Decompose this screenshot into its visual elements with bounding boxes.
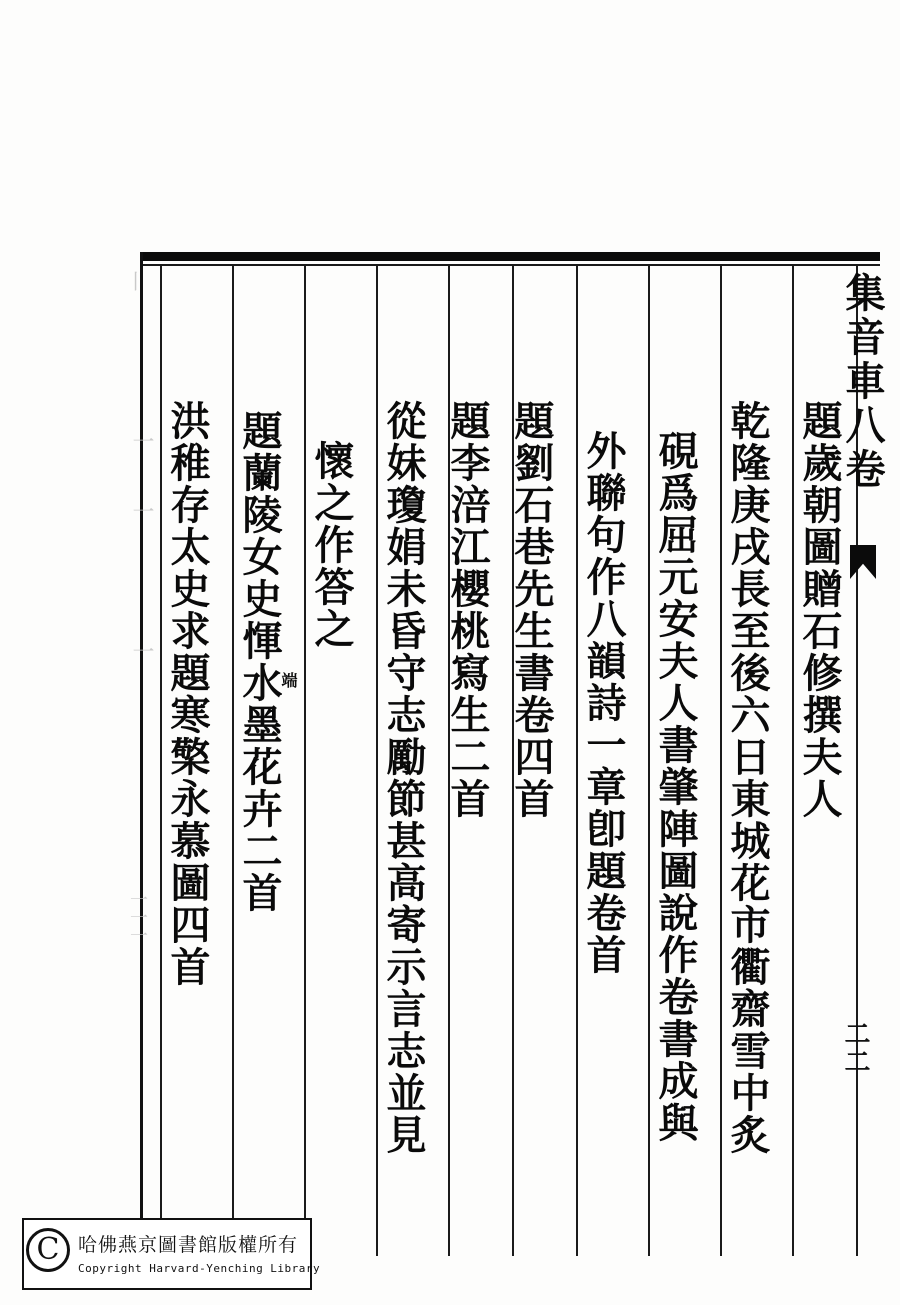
library-stamp-english: Copyright Harvard-Yenching Library [78, 1262, 321, 1275]
text-column-5: 題劉石巷先生書卷四首 [508, 400, 555, 820]
fishtail-fold-mark [850, 545, 876, 579]
column-rule [376, 266, 378, 1256]
column-rule [304, 266, 306, 1256]
text-column-9-main: 題蘭陵女史惲水墨花卉二首 [236, 410, 283, 914]
bleed-through-mark: 〡 [121, 270, 146, 292]
text-column-10: 洪稚存太史求題寒檠永慕圖四首 [164, 400, 211, 988]
text-column-3: 硯爲屈元安夫人書肇陣圖說作卷書成與 [652, 430, 699, 1144]
text-column-8: 懷之作答之 [308, 440, 355, 650]
text-column-2: 乾隆庚戌長至後六日東城花市衢齋雪中炙 [724, 400, 771, 1156]
column-rule [576, 266, 578, 1256]
page-frame-top-thin-rule [140, 264, 880, 266]
column-rule [720, 266, 722, 1256]
bleed-through-mark: 一 [129, 500, 154, 522]
bleed-through-mark: 一 [129, 640, 154, 662]
column-rule [792, 266, 794, 1256]
column-rule [648, 266, 650, 1256]
text-column-1: 題歲朝圖贈石修撰夫人 [796, 400, 843, 820]
text-column-9 [236, 410, 283, 914]
page-frame-top-rule [140, 252, 880, 261]
book-title-header: 集音車八卷 [839, 272, 886, 492]
page-frame-left-rule [140, 252, 143, 1257]
bleed-through-mark: 一 [129, 430, 154, 452]
column-rule [232, 266, 234, 1256]
text-column-4: 外聯句作八韻詩一章卽題卷首 [580, 430, 627, 976]
text-column-7: 從妹瓊娟未昏守志勵節甚高寄示言志並見 [380, 400, 427, 1156]
text-column-6: 題李涪江櫻桃寫生二首 [444, 400, 491, 820]
library-stamp-chinese: 哈佛燕京圖書館版權所有 [78, 1234, 299, 1256]
text-column-9-annotation: 端 [279, 672, 298, 690]
bleed-through-mark: 一一一 [127, 890, 148, 944]
column-rule [160, 266, 162, 1256]
copyright-c-icon: C [26, 1228, 70, 1272]
page-number: 二二 [840, 1020, 870, 1076]
